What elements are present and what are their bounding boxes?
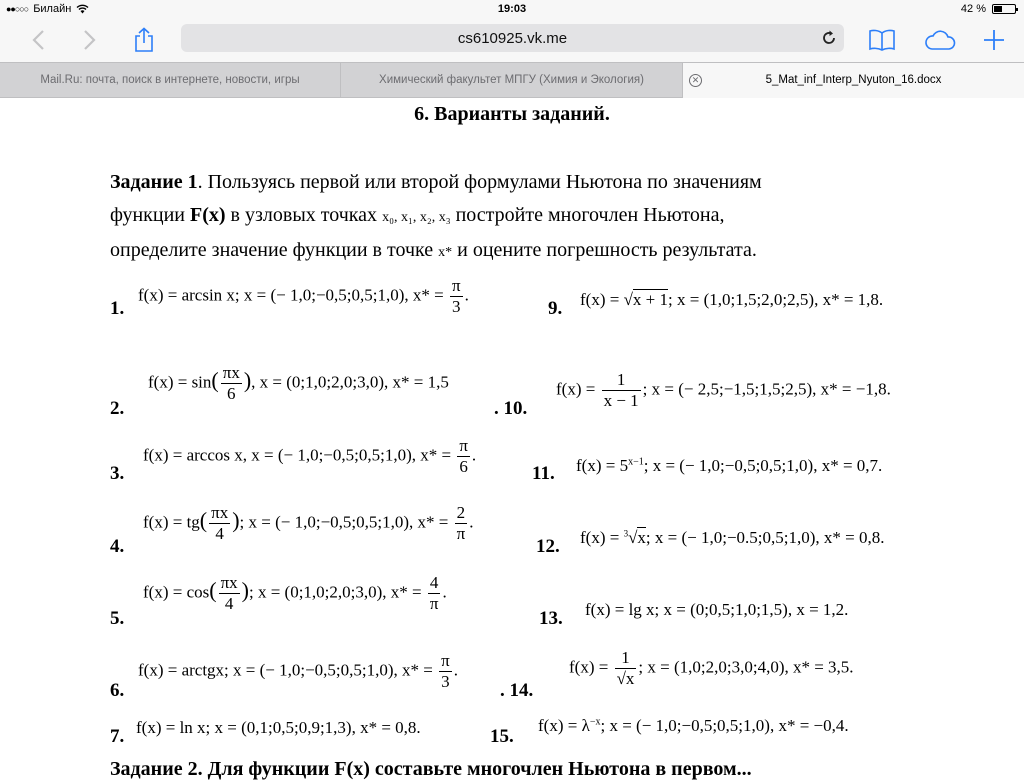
task-number: 6. [110, 680, 125, 701]
sqrt-radicand: x [625, 669, 635, 688]
formula-text: f(x) = [556, 379, 600, 399]
status-time: 19:03 [497, 3, 527, 15]
para-line-3b: и оцените погрешность результата. [452, 239, 757, 261]
frac-den: π [429, 594, 439, 613]
frac-num: π [441, 651, 450, 670]
new-tab-button[interactable] [976, 24, 1012, 56]
frac-den: x − 1 [603, 391, 639, 410]
formula-text: f(x) = [569, 657, 613, 677]
battery-icon [992, 4, 1016, 14]
task-formula: f(x) = ln x; x = (0,1;0,5;0,9;1,3), x* = 0,8. [136, 718, 421, 737]
formula-tail: . [464, 285, 469, 305]
frac-num: 2 [455, 503, 468, 524]
task-formula: f(x) = lg x; x = (0;0,5;1,0;1,5), x = 1,2. [585, 600, 849, 619]
formula-text: f(x) = sin [148, 372, 212, 392]
tab-bar [0, 62, 1024, 98]
frac-den: √x [616, 669, 635, 688]
task-number: 7. [110, 726, 125, 747]
formula-superscript: x−1 [628, 456, 644, 468]
frac-den: π [456, 524, 466, 543]
fraction [450, 276, 463, 317]
frac-num: π [451, 276, 461, 295]
back-button[interactable] [20, 24, 56, 56]
fraction-2 [428, 573, 441, 614]
task-number: 9. [548, 298, 563, 319]
formula-text: f(x) = tg [143, 512, 200, 532]
task-number: 4. [110, 536, 125, 557]
task-number: 2. [110, 398, 125, 419]
task-title: Задание 1 [110, 171, 198, 193]
fraction [219, 573, 240, 614]
formula-text-b: ; x = (1,0;2,0;3,0;4,0), x* = 3,5. [638, 657, 854, 677]
tab-label: 5_Mat_inf_Interp_Nyuton_16.docx [765, 74, 942, 86]
frac-den: 4 [224, 594, 234, 613]
task-number: 5. [110, 608, 125, 629]
task-number: 11. [532, 463, 555, 484]
task-formula [556, 370, 891, 411]
cloud-tabs-button[interactable] [922, 24, 958, 56]
sqrt-radicand: x [637, 528, 646, 547]
status-bar [0, 0, 1024, 20]
frac-den: 3 [441, 672, 450, 691]
sqrt-sign: √ [628, 528, 638, 547]
share-icon [133, 27, 155, 53]
root-index: 3 [623, 528, 629, 539]
frac-num: πx [220, 573, 238, 592]
task-description [110, 166, 910, 269]
book-icon [869, 29, 895, 51]
sqrt-radicand: x + 1 [632, 290, 669, 309]
formula-text: f(x) = λ [538, 716, 590, 735]
para-line-3a: определите значение функции в точке [110, 239, 439, 261]
task-formula: f(x) = cos( $\frac{\pi x}{4}$ ); x = (0;1,0;2,0;3,0), x* = $\frac{4}{\pi}$ . [143, 573, 447, 613]
para-fx: F(x) [190, 204, 226, 226]
formula-text-b: ; x = (− 1,0;−0,5;0,5;1,0), x* = 0,7. [643, 456, 883, 475]
formula-text: f(x) = 5 [576, 456, 629, 475]
frac-num: 1 [602, 370, 641, 391]
formula-tail: . [442, 582, 447, 602]
tab-chem-faculty[interactable]: Химический факультет МПГУ (Химия и Экология) [341, 63, 683, 98]
formula-text-b: ; x = (− 2,5;−1,5;1,5;2,5), x* = −1,8. [642, 379, 891, 399]
frac-den: 3 [452, 297, 461, 316]
task-formula: f(x) = tg( $\frac{\pi x}{4}$ ); x = (− 1,0;−0,5;0,5;1,0), x* = $\frac{2}{\pi}$ . [143, 503, 474, 543]
task-formula [138, 276, 469, 317]
task-formula [580, 290, 883, 310]
formula-text-b: ; x = (0;1,0;2,0;3,0), x* = [248, 582, 426, 602]
reload-icon[interactable] [820, 29, 838, 47]
frac-num: 4 [428, 573, 441, 594]
close-tab-icon[interactable]: ✕ [689, 74, 702, 87]
formula-text-b: ; x = (− 1,0;−0,5;0,5;1,0), x* = −0,4. [600, 716, 849, 735]
frac-num: π [459, 436, 468, 455]
formula-text: f(x) = arccos x, x = (− 1,0;−0,5;0,5;1,0), x* = [143, 445, 456, 465]
plus-icon [983, 29, 1005, 51]
formula-text: f(x) = arcsin x; x = (− 1,0;−0,5;0,5;1,0), x* = [138, 285, 448, 305]
task-formula [538, 716, 849, 736]
task-formula: f(x) = sin( $\frac{\pi x}{6}$ ), x = (0;1,0;2,0;3,0), x* = 1,5 [148, 363, 449, 403]
formula-text-b: ; x = (− 1,0;−0,5;0,5;1,0), x* = [239, 512, 453, 532]
task-number: 15. [490, 726, 514, 747]
task-formula [580, 528, 885, 548]
task-number: . 14. [500, 680, 534, 701]
formula-text-b: ; x = (1,0;1,5;2,0;2,5), x* = 1,8. [668, 290, 884, 309]
para-line-2c: постройте многочлен Ньютона, [455, 204, 725, 226]
task-formula [143, 436, 476, 477]
fraction [602, 370, 641, 411]
carrier-name: Билайн [33, 3, 72, 15]
formula-text: f(x) = cos [143, 582, 210, 602]
formula-text-b: ; x = (− 1,0;−0.5;0,5;1,0), x* = 0,8. [645, 528, 885, 547]
formula-tail: . [469, 512, 474, 532]
browser-toolbar [0, 20, 1024, 62]
task-formula [138, 651, 458, 692]
para-xstar: x* [438, 245, 453, 260]
para-line-2b: в узловых точках [225, 204, 383, 226]
fraction [209, 503, 230, 544]
task-number: 3. [110, 463, 125, 484]
sqrt-sign: √ [623, 290, 633, 309]
cloud-icon [924, 29, 956, 51]
para-line-1: . Пользуясь первой или второй формулами Ньютона по значениям [197, 171, 762, 193]
address-bar[interactable] [181, 24, 844, 52]
frac-num: πx [211, 503, 229, 522]
task-number: 12. [536, 536, 560, 557]
fraction [615, 648, 637, 689]
formula-tail: . [453, 660, 458, 680]
fraction [457, 436, 470, 477]
formula-text: f(x) = [580, 528, 624, 547]
battery-percent: 42 % [960, 3, 986, 15]
task-number: . 10. [494, 398, 528, 419]
formula-tail: . [471, 445, 477, 465]
fraction [439, 651, 452, 692]
share-button[interactable] [126, 24, 162, 56]
tab-active-document[interactable] [683, 63, 1024, 98]
formula-text-b: , x = (0;1,0;2,0;3,0), x* = 1,5 [251, 372, 449, 392]
chevron-right-icon [83, 29, 97, 51]
frac-num: 1 [615, 648, 637, 669]
para-nodes: x₀, x₁, x₂, x₃ [382, 210, 451, 225]
frac-den: 6 [227, 384, 236, 403]
formula-superscript: −x [589, 716, 601, 728]
chevron-left-icon [31, 29, 45, 51]
fraction-2 [455, 503, 468, 544]
para-line-2a: функции [110, 204, 190, 226]
formula-text: f(x) = arctgx; x = (− 1,0;−0,5;0,5;1,0), x* = [138, 660, 438, 680]
address-url: cs610925.vk.me [457, 30, 568, 47]
fraction [221, 363, 242, 404]
next-task-partial: Задание 2. Для функции F(x) составьте многочлен Ньютона в первом... [110, 758, 752, 780]
task-formula [576, 456, 882, 476]
formula-text: f(x) = [580, 290, 624, 309]
document-page [0, 98, 1024, 780]
task-number: 13. [539, 608, 563, 629]
signal-strength-icon: ●●○○○ [6, 4, 29, 14]
task-formula [569, 648, 854, 689]
forward-button[interactable] [72, 24, 108, 56]
frac-num: πx [222, 363, 240, 382]
tab-mailru[interactable]: Mail.Ru: почта, поиск в интернете, новости, игры [0, 63, 341, 98]
section-heading: 6. Варианты заданий. [414, 103, 610, 125]
frac-den: 4 [215, 524, 224, 543]
bookmarks-button[interactable] [864, 24, 900, 56]
task-number: 1. [110, 298, 125, 319]
frac-den: 6 [459, 457, 468, 476]
